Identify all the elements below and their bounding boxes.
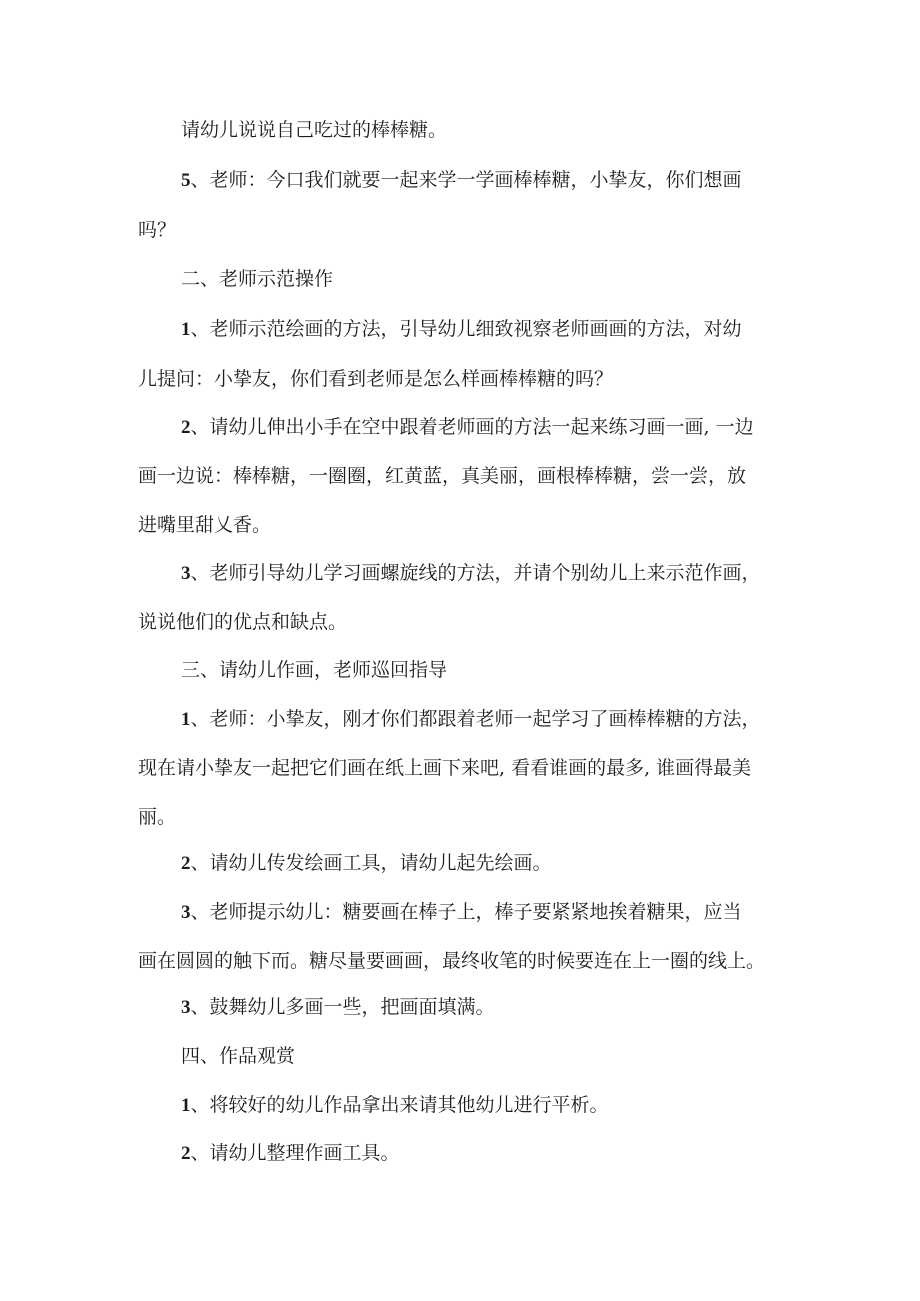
paragraph-line: 儿提问：小挚友，你们看到老师是怎么样画棒棒糖的吗？: [138, 368, 614, 390]
paragraph: [138, 410, 798, 543]
item-number: 1: [181, 709, 191, 730]
paragraph-line: 画在圆圆的触下而。糖尽量要画画，最终收笔的时候要连在上一圈的线上。: [138, 950, 766, 972]
paragraph-text: 、鼓舞幼儿多画一些，把画面填满。: [190, 996, 495, 1018]
heading-text: 四、作品观赏: [181, 1045, 296, 1067]
paragraph: [138, 990, 798, 1025]
item-number: 1: [181, 319, 191, 340]
paragraph-text: 、请幼儿伸出小手在空中跟着老师画的方法一起来练习画一画, 一边: [190, 416, 754, 438]
paragraph: [138, 1136, 798, 1171]
paragraph-text: 、请幼儿整理作画工具。: [190, 1142, 400, 1164]
heading-text: 二、老师示范操作: [181, 268, 334, 290]
paragraph: [138, 846, 798, 881]
paragraph-line: [138, 846, 798, 881]
paragraph-text: 、老师提示幼儿：糖要画在棒子上，棒子要紧紧地挨着糖果，应当: [190, 901, 742, 923]
section-heading: [138, 653, 798, 688]
paragraph-line: [138, 410, 798, 445]
paragraph: [138, 1088, 798, 1123]
paragraph-text: 、将较好的幼儿作品拿出来请其他幼儿进行平析。: [190, 1094, 609, 1116]
paragraph-line: [138, 1088, 798, 1123]
section-heading: [138, 1039, 798, 1074]
paragraph-line: 说说他们的优点和缺点。: [138, 611, 348, 633]
paragraph: [138, 312, 798, 397]
section-heading: [138, 262, 798, 297]
paragraph-line: [138, 556, 798, 591]
paragraph-line: [138, 702, 798, 737]
paragraph: [138, 113, 798, 148]
item-number: 1: [181, 1095, 191, 1116]
paragraph: [138, 163, 798, 248]
paragraph-text: 、请幼儿传发绘画工具，请幼儿起先绘画。: [190, 852, 552, 874]
paragraph-line: [138, 990, 798, 1025]
paragraph-line: 进嘴里甜乂香。: [138, 514, 272, 536]
item-number: 2: [181, 853, 191, 874]
paragraph-line: 吗？: [138, 219, 177, 241]
paragraph-line: 请幼儿说说自己吃过的棒棒糖。: [181, 119, 448, 141]
item-number: 3: [181, 997, 191, 1018]
paragraph: [138, 556, 798, 640]
paragraph-line: 现在请小挚友一起把它们画在纸上画下来吧, 看看谁画的最多, 谁画得最美: [138, 757, 752, 779]
paragraph: [138, 702, 798, 835]
paragraph-line: 丽。: [138, 806, 177, 828]
paragraph-line: [138, 163, 798, 198]
paragraph-text: 、老师：今口我们就要一起来学一学画棒棒糖，小挚友，你们想画: [190, 169, 742, 191]
item-number: 3: [181, 902, 191, 923]
paragraph-line: 画一边说：棒棒糖，一圈圈，红黄蓝，真美丽，画根棒棒糖，尝一尝，放: [138, 465, 747, 487]
item-number: 5: [181, 170, 191, 191]
paragraph-line: [138, 312, 798, 347]
paragraph-text: 、老师：小挚友，刚才你们都跟着老师一起学习了画棒棒糖的方法，: [190, 708, 761, 730]
paragraph-text: 、老师示范绘画的方法，引导幼儿细致视察老师画画的方法，对幼: [190, 318, 742, 340]
paragraph-line: [138, 1136, 798, 1171]
heading-text: 三、请幼儿作画，老师巡回指导: [181, 659, 448, 681]
item-number: 2: [181, 1143, 191, 1164]
item-number: 3: [181, 563, 191, 584]
paragraph: [138, 895, 798, 979]
item-number: 2: [181, 417, 191, 438]
paragraph-line: [138, 895, 798, 930]
paragraph-text: 、老师引导幼儿学习画螺旋线的方法，并请个别幼儿上来示范作画，: [190, 562, 761, 584]
